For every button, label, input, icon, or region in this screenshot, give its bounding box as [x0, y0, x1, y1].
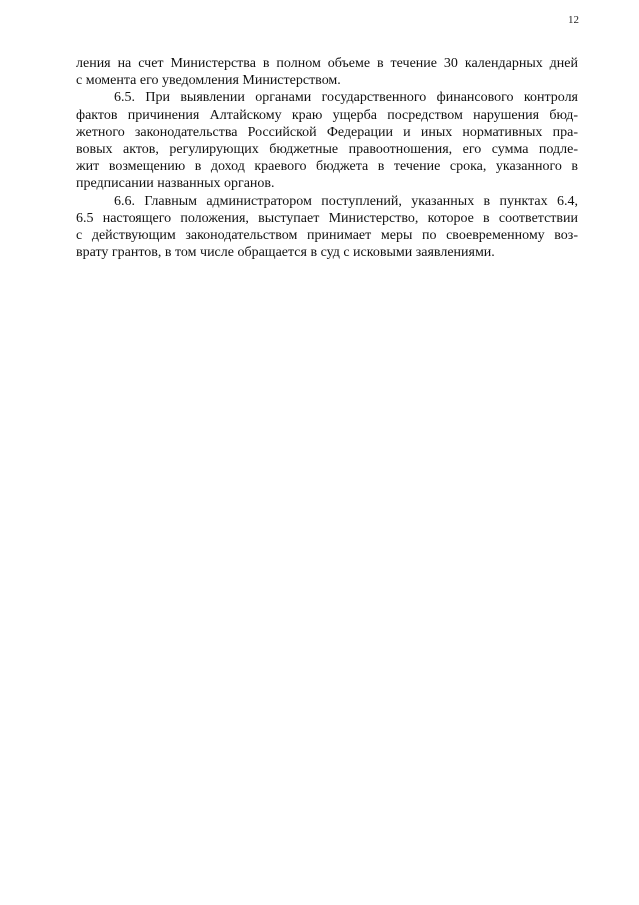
text-line: предписании названных органов.	[76, 176, 275, 192]
text-line: врату грантов, в том числе обращается в суд с исковыми заявлениями.	[76, 245, 495, 261]
page-number: 12	[568, 14, 579, 26]
text-line: вовых актов, регулирующих бюджетные правоотношения, его сумма подле-	[76, 142, 578, 158]
text-line: жит возмещению в доход краевого бюджета в течение срока, указанного в	[76, 159, 578, 175]
text-line: 6.5. При выявлении органами государственного финансового контроля	[114, 90, 578, 106]
paragraph-6-5	[76, 89, 578, 192]
text-line: ления на счет Министерства в полном объеме в течение 30 календарных дней	[76, 56, 578, 71]
paragraph-6-6	[76, 193, 578, 262]
text-line: с момента его уведомления Министерством.	[76, 73, 341, 89]
text-line: 6.5 настоящего положения, выступает Министерство, которое в соответствии	[76, 210, 578, 226]
document-body	[76, 55, 578, 261]
text-line: с действующим законодательством принимает меры по своевременному воз-	[76, 228, 578, 244]
text-line: фактов причинения Алтайскому краю ущерба посредством нарушения бюд-	[76, 107, 578, 123]
text-line: жетного законодательства Российской Федерации и иных нормативных пра-	[76, 124, 578, 140]
text-line: 6.6. Главным администратором поступлений, указанных в пунктах 6.4,	[114, 193, 578, 209]
paragraph-continuation	[76, 55, 578, 89]
